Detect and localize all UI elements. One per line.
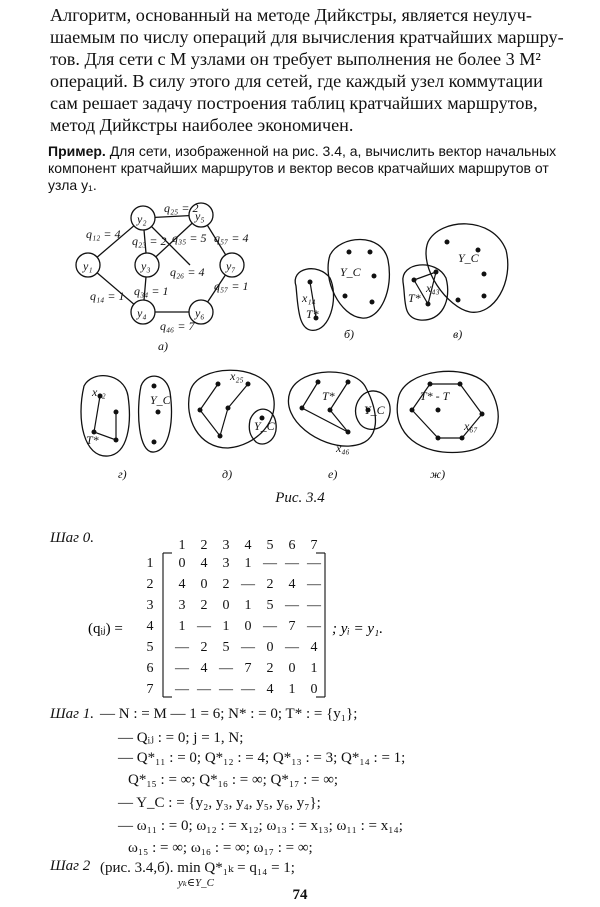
matrix-cell: 0	[244, 619, 252, 634]
step-1-line: Q*₁₅ : = ∞; Q*₁₆ : = ∞; Q*₁₇ : = ∞;	[128, 772, 339, 788]
node-label: y₁	[83, 259, 93, 273]
matrix-cell: 4	[266, 682, 274, 697]
example-label: Пример.	[48, 143, 106, 159]
matrix-cell: —	[263, 556, 277, 571]
matrix-cell: 0	[200, 577, 208, 592]
matrix-row-header: 1	[146, 556, 154, 571]
edge-label: q₄₆ = 7	[160, 319, 195, 333]
intro-line: тов. Для сети с M узлами он требует выполнения не более 3 M²	[50, 49, 541, 69]
matrix-cell: 2	[200, 640, 208, 655]
region-label: x₆₇	[464, 419, 478, 433]
matrix-tail: ; yᵢ = y₁.	[332, 621, 384, 637]
region-label: Y_C	[458, 251, 479, 265]
matrix-col-header: 5	[266, 538, 274, 553]
matrix-cell: 1	[244, 556, 252, 571]
matrix-cell: —	[175, 682, 189, 697]
matrix-cell: 0	[178, 556, 186, 571]
step-1-line: ω₁₅ : = ∞; ω₁₆ : = ∞; ω₁₇ : = ∞;	[128, 840, 313, 856]
region-label: T* - T	[420, 389, 450, 403]
matrix-cell: 3	[222, 556, 230, 571]
step-1-line: — Q*₁₁ : = 0; Q*₁₂ : = 4; Q*₁₃ : = 3; Q*₁₄ : = 1;	[118, 750, 406, 766]
matrix-cell: —	[241, 640, 255, 655]
edge-label: q₃₅ = 5	[172, 231, 207, 245]
matrix-cell: 4	[200, 556, 208, 571]
matrix-cell: 0	[266, 640, 274, 655]
panel-label: ж)	[430, 467, 446, 481]
edge-label: q₂₃ = 2	[132, 234, 167, 248]
region-label: T*	[408, 291, 421, 305]
matrix-cell: 2	[266, 577, 274, 592]
matrix-cell: 0	[310, 682, 318, 697]
intro-line: Алгоритм, основанный на методе Дийкстры, является неулуч-	[50, 5, 532, 25]
matrix-cell: —	[307, 556, 321, 571]
step-1-line: — ω₁₁ : = 0; ω₁₂ : = x₁₂; ω₁₃ : = x₁₃; ω₁₁ : = x₁₄;	[118, 818, 403, 834]
matrix-col-header: 4	[244, 538, 252, 553]
node-label: y₃	[141, 259, 151, 273]
matrix-cell: 4	[178, 577, 186, 592]
matrix-name: (qᵢⱼ) =	[88, 621, 123, 637]
matrix-cell: 2	[222, 577, 230, 592]
matrix-cell: 3	[178, 598, 186, 613]
matrix-cell: —	[307, 619, 321, 634]
example-line: Для сети, изображенной на рис. 3.4, а, вычислить вектор начальных	[105, 143, 557, 159]
matrix-row-header: 2	[146, 577, 154, 592]
panel-label: г)	[118, 467, 127, 481]
panel-label: е)	[328, 467, 338, 481]
example-line: узла y₁.	[48, 177, 97, 193]
matrix-cell: 7	[244, 661, 252, 676]
edge-label: q₁₄ = 1	[90, 289, 125, 303]
region-label: x₁₄	[302, 291, 316, 305]
region-label: T*	[322, 389, 335, 403]
region-label: Y_C	[340, 265, 361, 279]
panel-label: в)	[453, 327, 463, 341]
matrix-cell: 1	[244, 598, 252, 613]
region-label: Y_C	[150, 393, 171, 407]
matrix-cell: 0	[288, 661, 296, 676]
region-label: x₂₅	[230, 369, 244, 383]
matrix-cell: 2	[200, 598, 208, 613]
region-label: x₄₃	[426, 281, 440, 295]
distance-matrix	[0, 535, 600, 705]
matrix-cell: —	[175, 640, 189, 655]
matrix-cell: —	[197, 682, 211, 697]
edge-label: q₅₇ = 1	[214, 279, 249, 293]
edge-label: q₂₆ = 4	[170, 265, 205, 279]
step-1-label: Шаг 1.	[50, 706, 94, 722]
matrix-cell: —	[285, 640, 299, 655]
matrix-cell: 5	[266, 598, 274, 613]
intro-line: метод Дийкстры наиболее экономичен.	[50, 115, 354, 135]
matrix-cell: —	[241, 682, 255, 697]
step-2-label: Шаг 2	[50, 858, 91, 874]
node-label: y₆	[195, 306, 205, 320]
node-label: y₅	[195, 209, 205, 223]
matrix-cell: 1	[288, 682, 296, 697]
figure-caption: Рис. 3.4	[275, 490, 325, 506]
matrix-row-header: 4	[146, 619, 154, 634]
intro-line: сам решает задачу построения таблиц кратчайших маршрутов,	[50, 93, 538, 113]
matrix-cell: —	[285, 598, 299, 613]
node-label: y₂	[137, 212, 147, 226]
edge-label: q₂₅ = 2	[164, 201, 199, 215]
step-1-line: — Y_C : = {y₂, y₃, y₄, y₅, y₆, y₇};	[118, 795, 321, 811]
example-line: компонент кратчайших маршрутов и вектор весов кратчайших маршрутов от	[48, 160, 549, 176]
region-label: x₄₆	[336, 441, 350, 455]
matrix-col-header: 7	[310, 538, 318, 553]
matrix-cell: 1	[222, 619, 230, 634]
matrix-col-header: 6	[288, 538, 296, 553]
node-label: y₄	[137, 306, 147, 320]
step-0-label: Шаг 0.	[50, 530, 94, 546]
matrix-cell: —	[219, 661, 233, 676]
edge-label: q₁₂ = 4	[86, 227, 121, 241]
matrix-cell: —	[285, 556, 299, 571]
matrix-row-header: 5	[146, 640, 154, 655]
matrix-row-header: 7	[146, 682, 154, 697]
intro-line: шаемым по числу операций для вычисления кратчайших маршру-	[50, 27, 564, 47]
step-1-line: — N : = M — 1 = 6; N* : = 0; T* : = {y₁};	[100, 706, 358, 722]
region-label: Y_C	[254, 419, 275, 433]
edge-label: q₅₇ = 4	[214, 231, 249, 245]
panel-label: д)	[222, 467, 233, 481]
matrix-cell: —	[307, 598, 321, 613]
region-label: x₁₂	[92, 385, 106, 399]
matrix-col-header: 2	[200, 538, 208, 553]
matrix-col-header: 1	[178, 538, 186, 553]
region-label: Y_C	[364, 403, 385, 417]
matrix-cell: —	[197, 619, 211, 634]
matrix-cell: 2	[266, 661, 274, 676]
matrix-row-header: 6	[146, 661, 154, 676]
matrix-cell: 4	[288, 577, 296, 592]
step-1-line: — Qᵢⱼ : = 0; j = 1, N;	[118, 730, 244, 746]
matrix-cell: —	[307, 577, 321, 592]
matrix-cell: 7	[288, 619, 296, 634]
panel-label: а)	[158, 339, 168, 353]
page-number: 74	[292, 887, 308, 903]
matrix-cell: 4	[200, 661, 208, 676]
matrix-cell: —	[219, 682, 233, 697]
edge-label: q₃₄ = 1	[134, 284, 169, 298]
step-2-text: (рис. 3.4,б). min Q*₁ₖ = q₁₄ = 1;	[100, 860, 295, 876]
matrix-cell: 5	[222, 640, 230, 655]
node-label: y₇	[226, 259, 236, 273]
matrix-cell: —	[241, 577, 255, 592]
intro-line: операций. В силу этого для сетей, где каждый узел коммутации	[50, 71, 543, 91]
region-label: T*	[306, 307, 319, 321]
matrix-cell: 1	[310, 661, 318, 676]
panel-label: б)	[344, 327, 355, 341]
matrix-cell: —	[175, 661, 189, 676]
matrix-col-header: 3	[222, 538, 230, 553]
matrix-cell: 4	[310, 640, 318, 655]
step-2-subscript: yₖ∈Y_C	[178, 877, 214, 889]
matrix-cell: —	[263, 619, 277, 634]
matrix-cell: 0	[222, 598, 230, 613]
matrix-row-header: 3	[146, 598, 154, 613]
matrix-cell: 1	[178, 619, 186, 634]
region-label: T*	[86, 433, 99, 447]
